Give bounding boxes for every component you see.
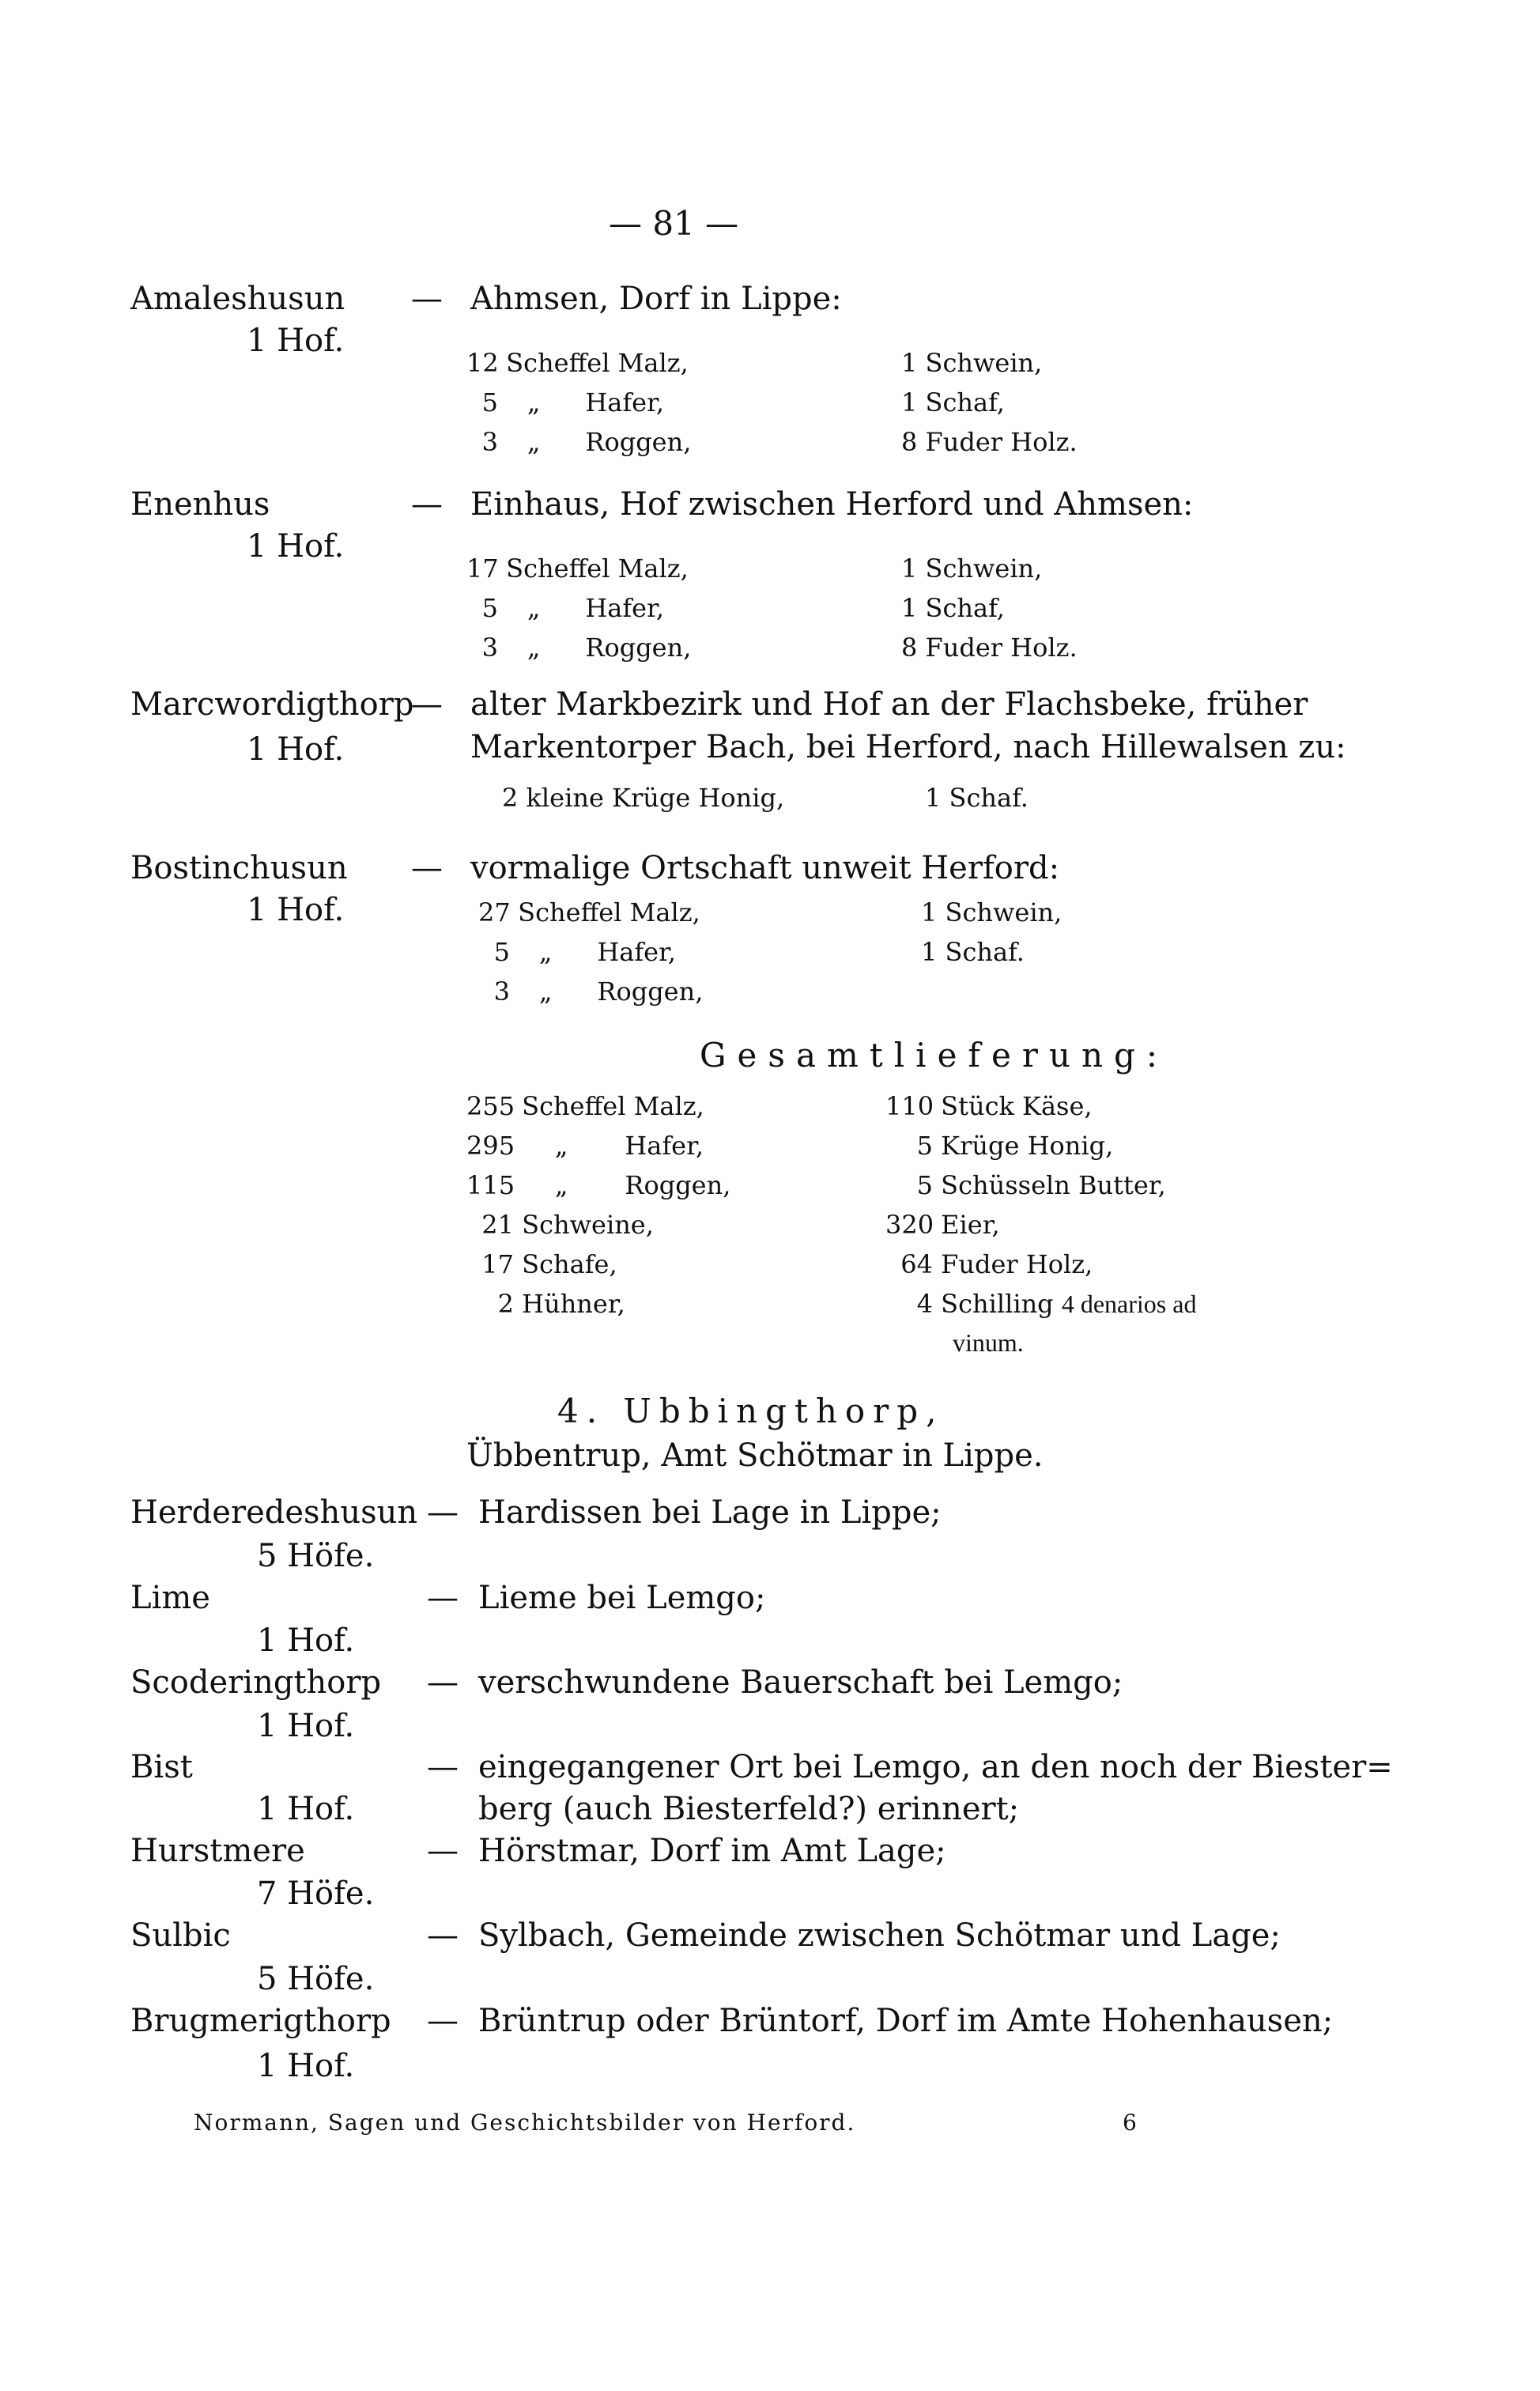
totals-left-row: 115 „ Roggen,	[466, 1170, 731, 1200]
entry-dash: —	[427, 1833, 459, 1869]
entry-dash: —	[411, 486, 443, 523]
delivery-item: 1 Schaf.	[921, 937, 1025, 967]
hof-count: 1 Hof.	[257, 1622, 355, 1659]
hof-count: 1 Hof.	[247, 323, 345, 359]
place-name-enenhus: Enenhus	[130, 486, 270, 523]
delivery-item: 1 Schaf.	[925, 783, 1029, 813]
hof-count: 5 Höfe.	[257, 1961, 375, 1997]
section-heading: 4. Ubbingthorp,	[557, 1392, 945, 1430]
hof-count: 1 Hof.	[257, 1708, 355, 1744]
place-name-herderedeshusun: Herderedeshusun	[130, 1494, 418, 1531]
entry-dash: —	[411, 850, 443, 886]
entry-dash: —	[427, 1917, 459, 1954]
entry-dash: —	[427, 1494, 459, 1531]
totals-right-row: 320 Eier,	[885, 1210, 1000, 1240]
place-name-brugmerigthorp: Brugmerigthorp	[130, 2003, 391, 2039]
entry-description: Brüntrup oder Brüntorf, Dorf im Amte Hohenhausen;	[478, 2003, 1334, 2039]
totals-right-row: 5 Krüge Honig,	[916, 1131, 1114, 1161]
entry-description-line1: alter Markbezirk und Hof an der Flachsbeke, früher	[470, 686, 1308, 723]
entry-description-line2: Markentorper Bach, bei Herford, nach Hillewalsen zu:	[470, 729, 1346, 765]
delivery-item: 1 Schwein,	[921, 897, 1063, 927]
delivery-item: 3 „ Roggen,	[481, 427, 692, 457]
entry-description: Hardissen bei Lage in Lippe;	[478, 1494, 942, 1531]
hof-count: 1 Hof.	[247, 528, 345, 565]
totals-heading: Gesamtlieferung:	[700, 1036, 1169, 1075]
entry-dash: —	[427, 1664, 459, 1701]
entry-dash: —	[427, 1749, 459, 1785]
place-name-sulbic: Sulbic	[130, 1917, 231, 1954]
totals-right-row: 4 Schilling 4 denarios ad	[916, 1289, 1197, 1319]
delivery-item: 27 Scheffel Malz,	[478, 897, 700, 927]
delivery-item: 8 Fuder Holz.	[901, 633, 1078, 663]
place-name-lime: Lime	[130, 1580, 210, 1616]
hof-count: 1 Hof.	[247, 731, 345, 768]
delivery-item: 5 „ Hafer,	[481, 593, 665, 623]
place-name-hurstmere: Hurstmere	[130, 1833, 305, 1869]
entry-dash: —	[427, 2003, 459, 2039]
delivery-item: 17 Scheffel Malz,	[466, 553, 689, 584]
hof-count: 1 Hof.	[247, 892, 345, 928]
delivery-item: 12 Scheffel Malz,	[466, 348, 689, 378]
totals-left-row: 255 Scheffel Malz,	[466, 1091, 704, 1121]
delivery-item: 5 „ Hafer,	[481, 387, 665, 417]
delivery-item: 3 „ Roggen,	[481, 633, 692, 663]
hof-count: 7 Höfe.	[257, 1875, 375, 1912]
entry-dash: —	[427, 1580, 459, 1616]
place-name-amaleshusun: Amaleshusun	[130, 281, 345, 317]
footer-signature-mark: 6	[1123, 2110, 1138, 2136]
totals-left-row: 21 Schweine,	[481, 1210, 654, 1240]
place-name-bist: Bist	[130, 1749, 193, 1785]
totals-right-row-cont: vinum.	[953, 1328, 1024, 1357]
hof-count: 5 Höfe.	[257, 1538, 375, 1574]
page-number: — 81 —	[609, 204, 739, 243]
totals-left-row: 295 „ Hafer,	[466, 1131, 704, 1161]
hof-count: 1 Hof.	[257, 1791, 355, 1827]
totals-left-row: 2 Hühner,	[497, 1289, 625, 1319]
delivery-item: 3 „ Roggen,	[493, 976, 704, 1007]
entry-description: Einhaus, Hof zwischen Herford und Ahmsen:	[470, 486, 1194, 523]
hof-count: 1 Hof.	[257, 2048, 355, 2084]
entry-dash: —	[411, 686, 443, 723]
entry-description: vormalige Ortschaft unweit Herford:	[470, 850, 1060, 886]
delivery-item: 1 Schwein,	[901, 553, 1043, 584]
footer-book-title: Normann, Sagen und Geschichtsbilder von Herford.	[194, 2110, 856, 2136]
entry-description-line2: berg (auch Biesterfeld?) erinnert;	[478, 1791, 1020, 1827]
totals-right-row: 5 Schüsseln Butter,	[916, 1170, 1166, 1200]
delivery-item: 5 „ Hafer,	[493, 937, 677, 967]
place-name-bostinchusun: Bostinchusun	[130, 850, 348, 886]
entry-description: Hörstmar, Dorf im Amt Lage;	[478, 1833, 946, 1869]
entry-description: Sylbach, Gemeinde zwischen Schötmar und Lage;	[478, 1917, 1281, 1954]
totals-right-row: 110 Stück Käse,	[885, 1091, 1093, 1121]
totals-left-row: 17 Schafe,	[481, 1249, 617, 1279]
entry-description: verschwundene Bauerschaft bei Lemgo;	[478, 1664, 1123, 1701]
section-subheading: Übbentrup, Amt Schötmar in Lippe.	[466, 1437, 1044, 1474]
delivery-item: 1 Schaf,	[901, 387, 1005, 417]
entry-dash: —	[411, 281, 443, 317]
delivery-item: 2 kleine Krüge Honig,	[502, 783, 785, 813]
place-name-scoderingthorp: Scoderingthorp	[130, 1664, 382, 1701]
entry-description: Lieme bei Lemgo;	[478, 1580, 766, 1616]
entry-description: Ahmsen, Dorf in Lippe:	[470, 281, 842, 317]
entry-description-line1: eingegangener Ort bei Lemgo, an den noch der Biester=	[478, 1749, 1393, 1785]
totals-right-row: 64 Fuder Holz,	[900, 1249, 1093, 1279]
place-name-marcwordigthorp: Marcwordigthorp	[130, 686, 414, 723]
delivery-item: 1 Schwein,	[901, 348, 1043, 378]
delivery-item: 8 Fuder Holz.	[901, 427, 1078, 457]
delivery-item: 1 Schaf,	[901, 593, 1005, 623]
